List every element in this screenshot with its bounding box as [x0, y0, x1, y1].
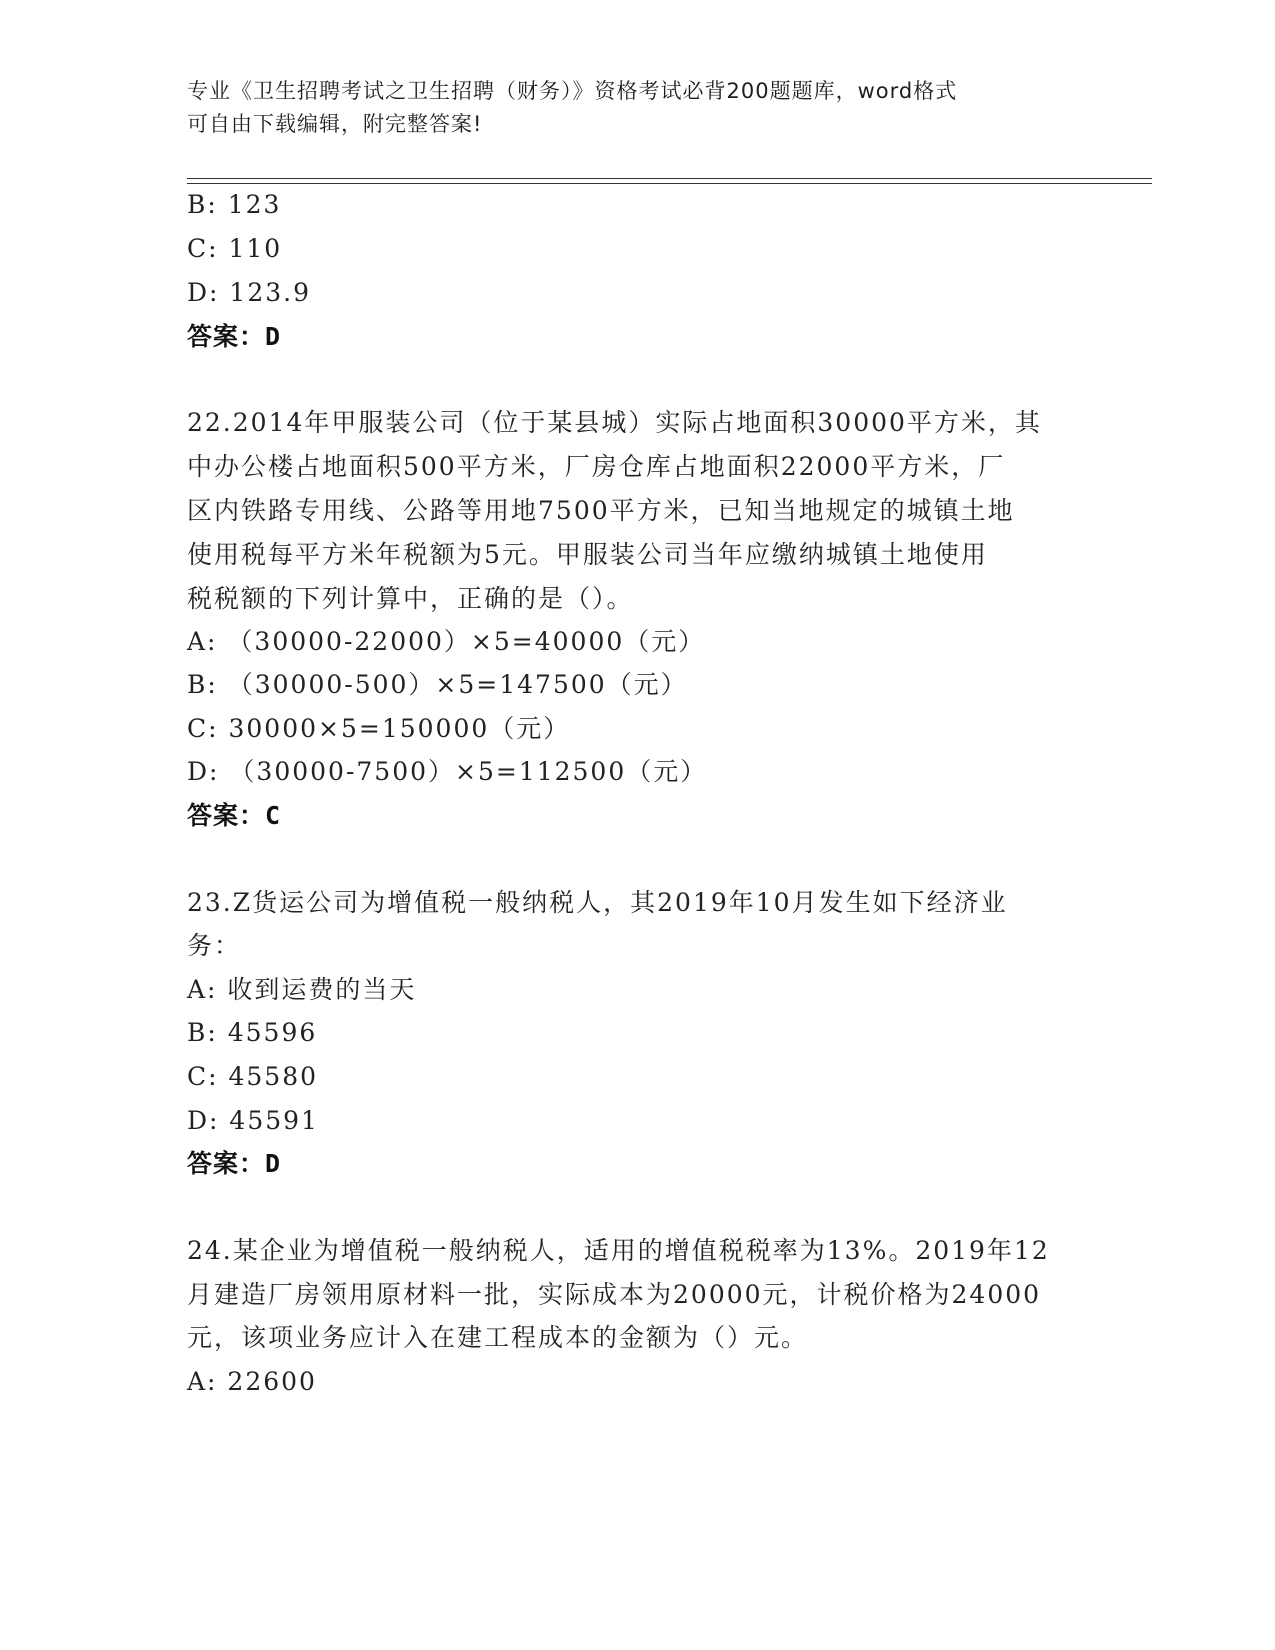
- q22-option-c: C: 30000×5=150000（元）: [187, 714, 571, 743]
- q24-stem-line-1: 24.某企业为增值税一般纳税人，适用的增值税税率为13%。2019年12: [187, 1236, 1050, 1265]
- q21-option-c: C: 110: [187, 234, 283, 263]
- answer-value: C: [265, 801, 282, 830]
- answer-value: D: [265, 322, 282, 351]
- q23-stem-line-2: 务：: [187, 931, 242, 960]
- q23-option-a: A: 收到运费的当天: [187, 975, 417, 1004]
- q21-answer: [187, 322, 281, 352]
- q23-option-d: D: 45591: [187, 1106, 319, 1135]
- q21-option-d: D: 123.9: [187, 278, 311, 307]
- answer-label: 答案：: [187, 801, 266, 830]
- q22-stem-line-1: 22.2014年甲服装公司（位于某县城）实际占地面积30000平方米，其: [187, 408, 1042, 437]
- q22-answer: [187, 801, 281, 831]
- q24-stem-line-3: 元，该项业务应计入在建工程成本的金额为（）元。: [187, 1323, 809, 1352]
- header-title-line-1: 专业《卫生招聘考试之卫生招聘（财务）》资格考试必背200题题库，word格式: [187, 79, 958, 103]
- header-divider-top: [187, 178, 1152, 179]
- q22-stem-line-5: 税税额的下列计算中，正确的是（）。: [187, 584, 634, 613]
- q22-option-b: B: （30000-500）×5=147500（元）: [187, 670, 688, 699]
- answer-label: 答案：: [187, 1149, 266, 1178]
- q22-stem-line-3: 区内铁路专用线、公路等用地7500平方米，已知当地规定的城镇土地: [187, 496, 1015, 525]
- q23-stem-line-1: 23.Z货运公司为增值税一般纳税人，其2019年10月发生如下经济业: [187, 888, 1008, 917]
- q22-stem-line-2: 中办公楼占地面积500平方米，厂房仓库占地面积22000平方米，厂: [187, 452, 1006, 481]
- answer-value: D: [265, 1149, 282, 1178]
- q22-stem-line-4: 使用税每平方米年税额为5元。甲服装公司当年应缴纳城镇土地使用: [187, 540, 988, 569]
- q24-option-a: A: 22600: [187, 1367, 317, 1396]
- q23-option-b: B: 45596: [187, 1018, 318, 1047]
- answer-label: 答案：: [187, 322, 266, 351]
- q22-option-a: A: （30000-22000）×5=40000（元）: [187, 627, 706, 656]
- q23-option-c: C: 45580: [187, 1062, 319, 1091]
- header-title-line-2: 可自由下载编辑，附完整答案!: [187, 112, 483, 136]
- header-divider-bottom: [187, 183, 1152, 184]
- q24-stem-line-2: 月建造厂房领用原材料一批，实际成本为20000元，计税价格为24000: [187, 1280, 1042, 1309]
- q21-option-b: B: 123: [187, 190, 282, 219]
- q23-answer: [187, 1149, 281, 1179]
- q22-option-d: D: （30000-7500）×5=112500（元）: [187, 757, 708, 786]
- document-header: [187, 75, 1087, 141]
